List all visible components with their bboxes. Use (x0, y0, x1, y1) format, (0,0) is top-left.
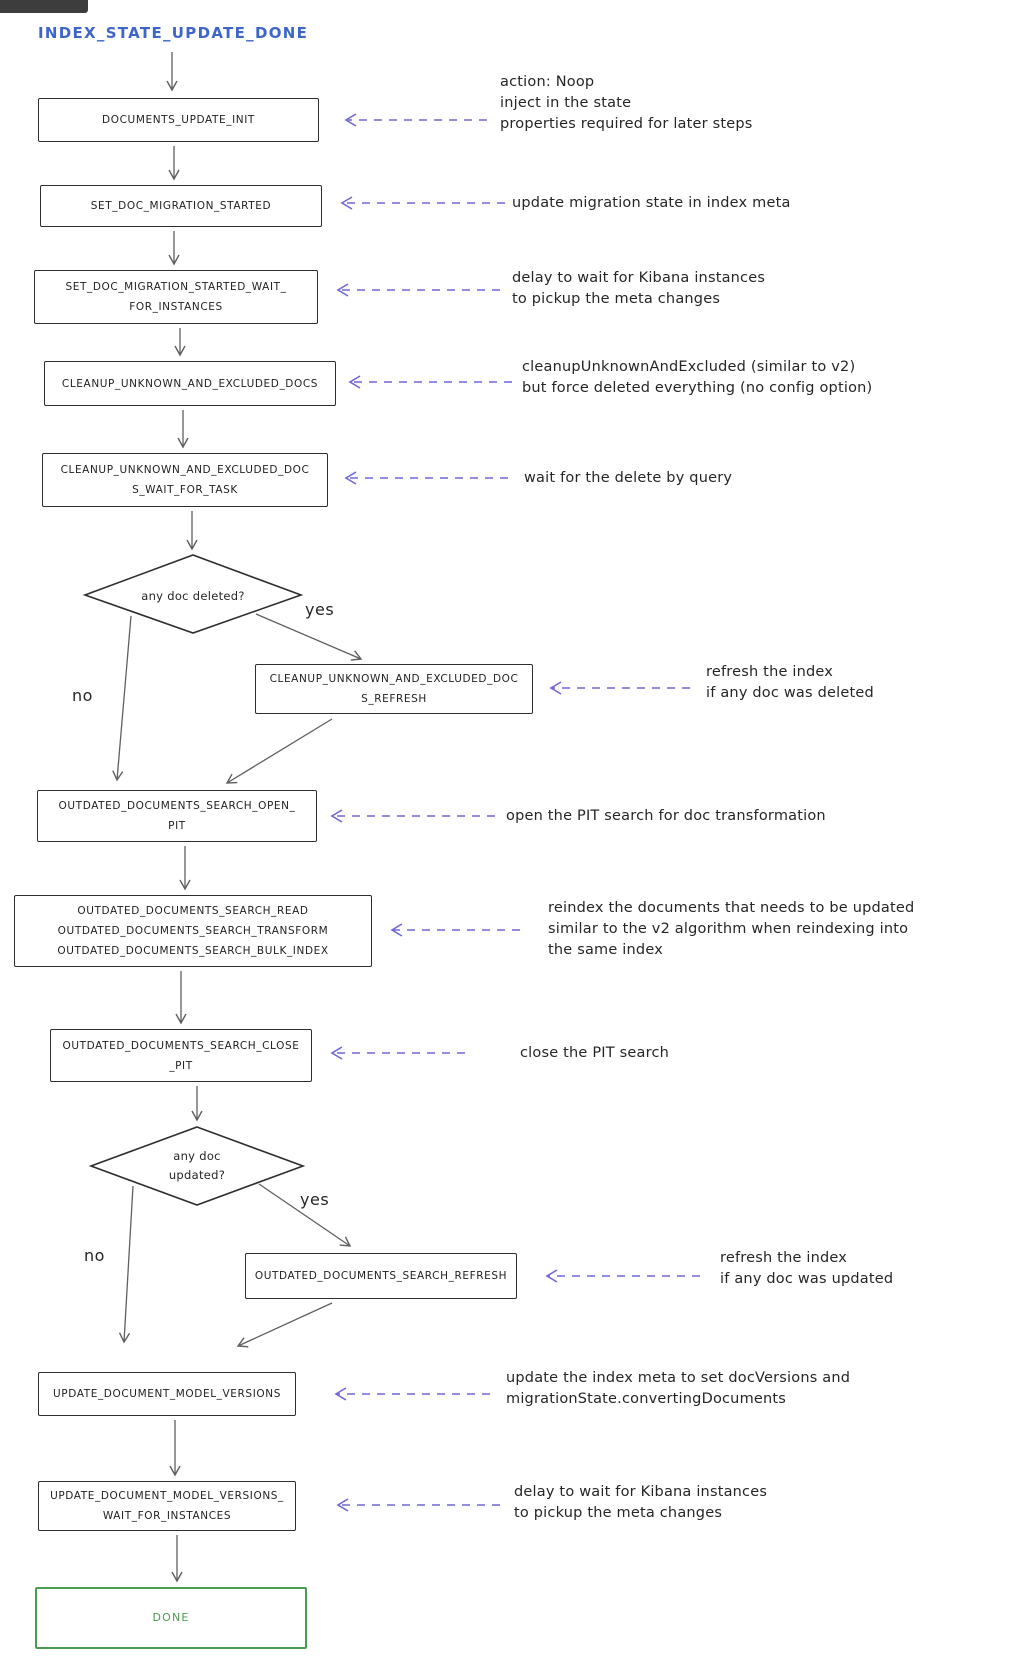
decision-any-doc-updated-label: any doc updated? (168, 1149, 226, 1182)
state-set-doc-migration-started: SET_DOC_MIGRATION_STARTED (40, 185, 322, 227)
state-outdated-documents-search-open-pit: OUTDATED_DOCUMENTS_SEARCH_OPEN_ PIT (37, 790, 317, 842)
state-update-document-model-versions: UPDATE_DOCUMENT_MODEL_VERSIONS (38, 1372, 296, 1416)
annotation-update-model: update the index meta to set docVersions and migrationState.convertingDocuments (506, 1370, 851, 1407)
state-update-document-model-versions-wait-for-instances: UPDATE_DOCUMENT_MODEL_VERSIONS_ WAIT_FOR_INSTANCES (38, 1481, 296, 1531)
annotation-reindex: reindex the documents that needs to be updated similar to the v2 algorithm when reindexing into the same index (548, 900, 915, 958)
decision-any-doc-deleted-label: any doc deleted? (141, 589, 245, 603)
annotation-cleanup-wait: wait for the delete by query (524, 470, 733, 486)
state-outdated-documents-search-close-pit: OUTDATED_DOCUMENTS_SEARCH_CLOSE _PIT (50, 1029, 312, 1082)
annotation-close-pit: close the PIT search (520, 1045, 670, 1061)
arrow-decision2-no (124, 1186, 133, 1342)
state-cleanup-unknown-and-excluded-docs-refresh: CLEANUP_UNKNOWN_AND_EXCLUDED_DOC S_REFRESH (255, 664, 533, 714)
branch-label-deleted-yes: yes (305, 600, 335, 619)
state-outdated-documents-search-refresh: OUTDATED_DOCUMENTS_SEARCH_REFRESH (245, 1253, 517, 1299)
annotation-init: action: Noop inject in the state properties required for later steps (500, 74, 753, 132)
annotation-update-model-wait: delay to wait for Kibana instances to pickup the meta changes (514, 1484, 768, 1521)
annotation-open-pit: open the PIT search for doc transformation (506, 808, 826, 824)
arrow-decision1-yes (256, 614, 361, 659)
state-set-doc-migration-started-wait-for-instances: SET_DOC_MIGRATION_STARTED_WAIT_ FOR_INSTANCES (34, 270, 318, 324)
arrow-refresh2-to-update (238, 1303, 332, 1346)
annotation-search-refresh: refresh the index if any doc was updated (720, 1250, 894, 1287)
annotation-cleanup-refresh: refresh the index if any doc was deleted (706, 664, 874, 701)
state-outdated-documents-search-read-transform-bulk-index: OUTDATED_DOCUMENTS_SEARCH_READ OUTDATED_DOCUMENTS_SEARCH_TRANSFORM OUTDATED_DOCUMENTS_SEARCH_BULK_INDEX (14, 895, 372, 967)
arrow-decision1-no (117, 616, 131, 780)
branch-label-updated-no: no (84, 1246, 105, 1265)
state-cleanup-unknown-and-excluded-docs-wait-for-task: CLEANUP_UNKNOWN_AND_EXCLUDED_DOC S_WAIT_FOR_TASK (42, 453, 328, 507)
state-cleanup-unknown-and-excluded-docs: CLEANUP_UNKNOWN_AND_EXCLUDED_DOCS (44, 361, 336, 406)
annotation-cleanup: cleanupUnknownAndExcluded (similar to v2) but force deleted everything (no config option) (522, 359, 873, 396)
annotation-migration-started-wait: delay to wait for Kibana instances to pickup the meta changes (512, 270, 766, 307)
annotation-migration-started: update migration state in index meta (512, 195, 791, 211)
page-title: INDEX_STATE_UPDATE_DONE (38, 24, 309, 42)
state-documents-update-init: DOCUMENTS_UPDATE_INIT (38, 98, 319, 142)
arrow-refresh1-to-openpit (227, 719, 332, 783)
branch-label-updated-yes: yes (300, 1190, 330, 1209)
branch-label-deleted-no: no (72, 686, 93, 705)
state-done: DONE (35, 1587, 307, 1649)
